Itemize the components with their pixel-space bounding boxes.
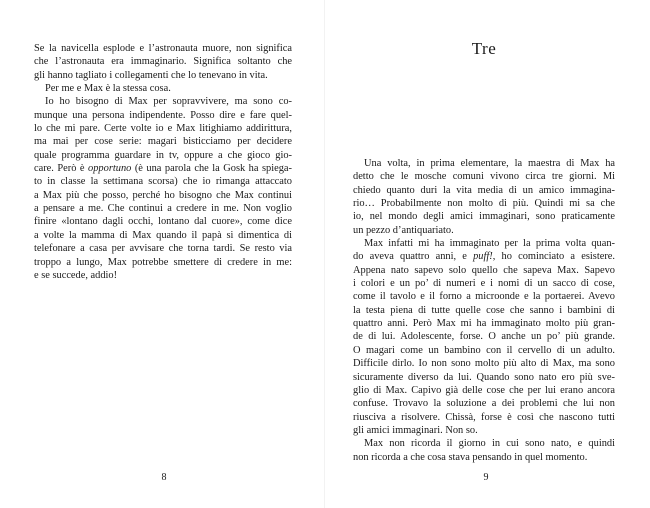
text-line: quale programma guardare in tv, oppure a che gioco gio- (34, 149, 292, 161)
text-line (34, 162, 292, 175)
text-segment: care. Però è (34, 163, 89, 175)
text-line: io, nel mondo degli amici immaginari, sono praticamente (353, 211, 615, 223)
text-line: Se la navicella esplode e l’astronauta muore, non significa (34, 43, 292, 54)
text-line: detto che le mosche comuni vivono circa tre giorni. Mi (353, 171, 615, 183)
text-line: rio… Probabilmente non molto di più. Quindi mi sa che (353, 198, 615, 210)
text-line: quattro anni. Però Max mi ha immaginato molto più gran- (353, 318, 615, 330)
text-line: gli hanno tagliato i collegamenti che lo tenevano in vita. (34, 69, 268, 81)
text-line: glio di Max. Capivo già delle cose che per lui erano ancora (353, 384, 615, 396)
text-line: munque una persona indipendente. Posso dire e fare quel- (34, 109, 292, 121)
text-segment: , ho cominciato a esistere. (492, 251, 615, 263)
page-number: 8 (161, 472, 167, 483)
text-line: la testa piena di tutte quelle cose che sanno i bambini di (353, 304, 615, 316)
text-line: sicuramente diverso da lui. Quando sono nato ero più sve- (353, 371, 615, 383)
text-line: Una volta, in prima elementare, la maestra di Max ha (364, 158, 615, 169)
text-line: Max non ricorda il giorno in cui sono nato, e quindi (364, 438, 615, 450)
text-line: chiedo quanto duri la vita media di un amico immagina- (353, 184, 615, 196)
text-line: Io ho bisogno di Max per sopravvivere, ma sono co- (45, 96, 292, 108)
text-line: confuse. Trovavo la soluzione a dei problemi che lui non (353, 398, 615, 410)
text-line: come il tavolo e il forno a microonde e la portaerei. Avevo (353, 291, 615, 303)
text-line: Per me e Max è la stessa cosa. (45, 83, 171, 95)
text-line: finire «lontano dagli occhi, lontano dal cuore», come dice (34, 216, 292, 228)
text-line: riusciva a risolvere. Chissà, forse è così che nascono tutti (353, 411, 615, 423)
text-line: i colori e un po’ di numeri e i nomi di un sacco di cose, (353, 278, 615, 290)
text-line (353, 250, 615, 263)
text-line: Appena nato sapevo solo quello che sapeva Max. Sapevo (353, 264, 615, 276)
text-line: Difficile dirlo. Io non sono molto più alto di Max, ma sono (353, 358, 615, 370)
chapter-title: Tre (471, 39, 497, 58)
text-line: un pezzo d’antiquariato. (353, 224, 454, 236)
italic-word: puff! (473, 251, 493, 263)
text-line: a pensare a me. Che continui a credere in me. Non voglio (34, 203, 292, 215)
text-line: e se succede, addio! (34, 269, 118, 281)
page-number: 9 (483, 472, 489, 483)
text-line: troppo a lungo, Max potrebbe smettere di credere in me: (34, 256, 292, 268)
left-page-body (34, 42, 292, 282)
text-line: O magari come un bambino con il cervello di un adulto. (353, 344, 615, 356)
text-line: ma mai per cose serie: magari bisticciamo per decidere (34, 136, 292, 148)
text-line: de di lui. Adolescente, forse. O anche un po’ più grande. (353, 331, 615, 343)
text-line: a Max più che posso, perché ho bisogno che Max continui (34, 189, 292, 201)
text-line: gli amici immaginari. Non so. (353, 424, 478, 436)
text-segment: (è una parola che la Gosk ha spiega- (131, 163, 292, 175)
text-line: telefonare a casa per avvisare che torna tardi. Se resto via (34, 243, 292, 255)
right-page-body (353, 157, 615, 464)
text-line: non ricorda a che cosa stava pensando in quel momento. (353, 451, 588, 463)
text-line: Max infatti mi ha immaginato per la prima volta quan- (364, 238, 615, 250)
text-line: che l’astronauta era immaginario. Significa soltanto che (34, 56, 292, 68)
text-line: lo che mi pare. Certe volte io e Max litighiamo addirittura, (34, 123, 292, 135)
text-line: to in classe la settimana scorsa) che io rimanga attaccato (34, 176, 292, 188)
italic-word: opportuno (88, 163, 132, 175)
text-line: a volte la mamma di Max quando il papà si dimentica di (34, 229, 292, 241)
text-segment: do aveva quattro anni, e (353, 251, 474, 263)
